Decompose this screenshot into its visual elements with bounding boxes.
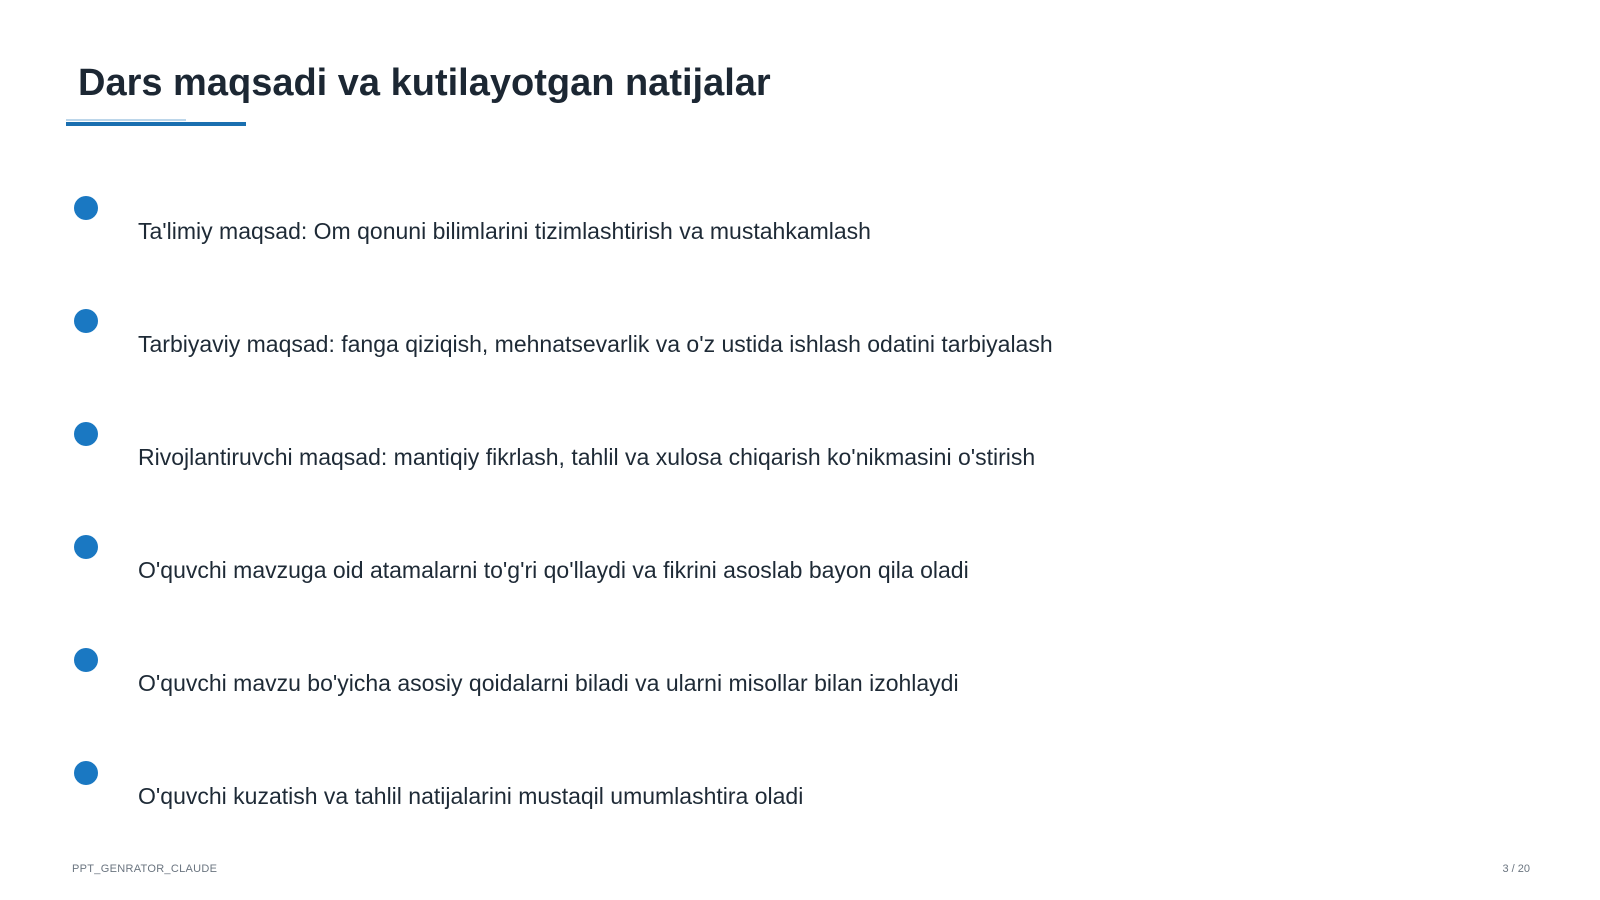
list-item <box>0 761 1500 821</box>
bullet-text: Rivojlantiruvchi maqsad: mantiqiy fikrlash, tahlil va xulosa chiqarish ko'nikmasini o'stirish <box>138 444 1036 470</box>
page-number: 3 / 20 <box>1502 863 1530 875</box>
title-underline <box>66 122 246 126</box>
bullet-text: O'quvchi kuzatish va tahlil natijalarini mustaqil umumlashtira oladi <box>138 783 804 809</box>
bullet-dot-icon <box>74 196 98 220</box>
list-item <box>0 422 1500 482</box>
list-item <box>0 648 1500 708</box>
footer-label: PPT_GENRATOR_CLAUDE <box>72 863 218 875</box>
bullet-text: Tarbiyaviy maqsad: fanga qiziqish, mehnatsevarlik va o'z ustida ishlash odatini tarbiyalash <box>138 331 1053 357</box>
bullet-text: O'quvchi mavzu bo'yicha asosiy qoidalarni biladi va ularni misollar bilan izohlaydi <box>138 670 959 696</box>
bullet-text: Ta'limiy maqsad: Om qonuni bilimlarini tizimlashtirish va mustahkamlash <box>138 218 871 244</box>
slide-title: Dars maqsadi va kutilayotgan natijalar <box>78 62 771 104</box>
list-item <box>0 309 1500 369</box>
bullet-dot-icon <box>74 309 98 333</box>
list-item <box>0 535 1500 595</box>
bullet-dot-icon <box>74 648 98 672</box>
bullet-text: O'quvchi mavzuga oid atamalarni to'g'ri qo'llaydi va fikrini asoslab bayon qila oladi <box>138 557 969 583</box>
bullet-dot-icon <box>74 535 98 559</box>
list-item <box>0 196 1500 256</box>
bullet-dot-icon <box>74 761 98 785</box>
bullet-dot-icon <box>74 422 98 446</box>
